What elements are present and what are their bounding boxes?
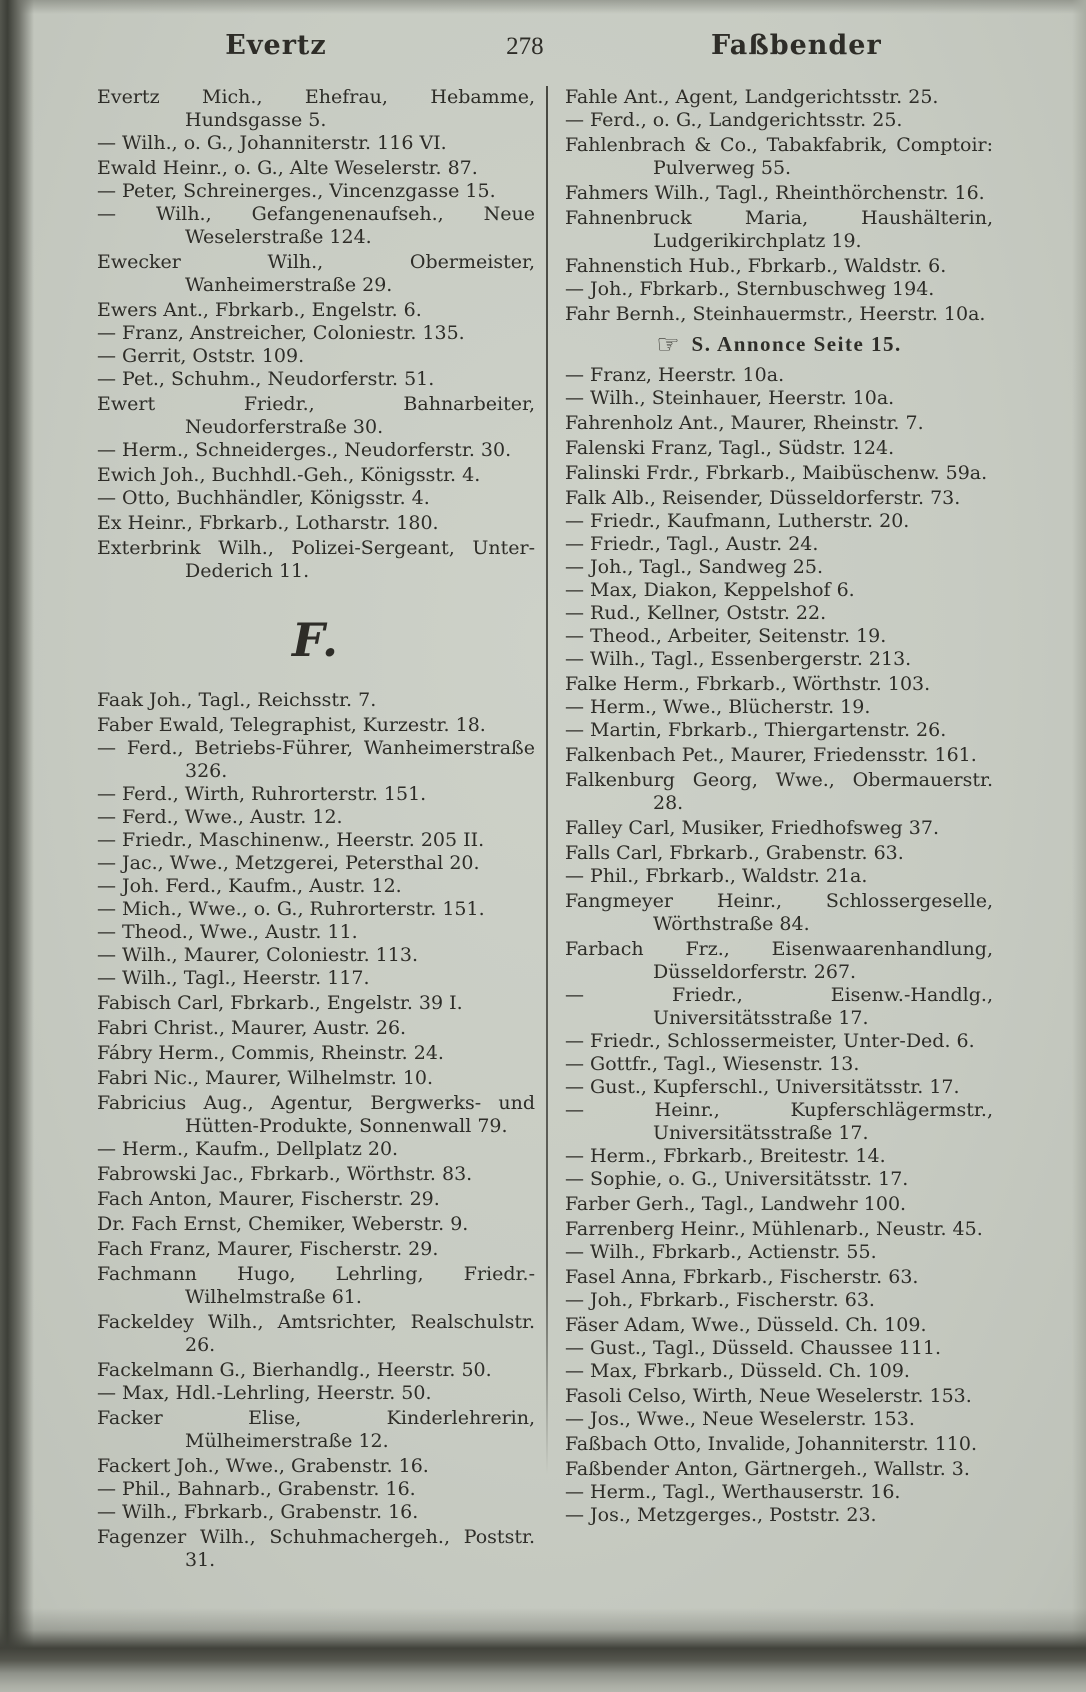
directory-entry: — Wilh., Tagl., Heerstr. 117.	[97, 967, 370, 989]
directory-entry: — Herm., Fbrkarb., Breitestr. 14.	[565, 1145, 886, 1167]
directory-entry: Falkenbach Pet., Maurer, Friedensstr. 161.	[565, 744, 977, 766]
directory-entry: — Joh., Fbrkarb., Fischerstr. 63.	[565, 1289, 875, 1311]
directory-entry: — Ferd., o. G., Landgerichtsstr. 25.	[565, 109, 903, 131]
directory-entry: Farber Gerh., Tagl., Landwehr 100.	[565, 1193, 907, 1215]
directory-entry: Fahle Ant., Agent, Landgerichtsstr. 25.	[565, 86, 939, 108]
page-left-edge-shadow	[0, 0, 34, 1692]
column-divider-rule	[546, 86, 548, 1474]
directory-entry: — Wilh., Maurer, Coloniestr. 113.	[97, 944, 418, 966]
directory-entry: Evertz Mich., Ehefrau, Hebamme, Hundsgasse 5.	[97, 86, 535, 131]
directory-entry: — Wilh., Fbrkarb., Grabenstr. 16.	[97, 1501, 419, 1523]
directory-entry: Fahmers Wilh., Tagl., Rheinthörchenstr. 16.	[565, 182, 985, 204]
directory-entry: — Gerrit, Oststr. 109.	[97, 345, 305, 367]
directory-entry: Fasel Anna, Fbrkarb., Fischerstr. 63.	[565, 1266, 919, 1288]
directory-entry: Fahrenholz Ant., Maurer, Rheinstr. 7.	[565, 412, 924, 434]
page-bottom-edge-shadow	[0, 1608, 1086, 1692]
directory-entry: Dr. Fach Ernst, Chemiker, Weberstr. 9.	[97, 1213, 469, 1235]
directory-entry: — Wilh., o. G., Johanniterstr. 116 VI.	[97, 132, 447, 154]
directory-entry: Fachmann Hugo, Lehrling, Friedr.-Wilhelmstraße 61.	[97, 1263, 535, 1308]
directory-entry: — Friedr., Tagl., Austr. 24.	[565, 533, 819, 555]
directory-entry: — Heinr., Kupferschlägermstr., Universitätsstraße 17.	[565, 1099, 993, 1144]
directory-entry: Falke Herm., Fbrkarb., Wörthstr. 103.	[565, 673, 931, 695]
directory-entry: — Theod., Wwe., Austr. 11.	[97, 921, 358, 943]
directory-entry: Fahnenbruck Maria, Haushälterin, Ludgerikirchplatz 19.	[565, 207, 993, 252]
directory-entry: Fabisch Carl, Fbrkarb., Engelstr. 39 I.	[97, 992, 463, 1014]
directory-entry: — Mich., Wwe., o. G., Ruhrorterstr. 151.	[97, 898, 485, 920]
manicule-icon: ☞	[656, 330, 680, 360]
directory-entry: Ewers Ant., Fbrkarb., Engelstr. 6.	[97, 299, 422, 321]
directory-entry: — Otto, Buchhändler, Königsstr. 4.	[97, 487, 430, 509]
directory-entry: Faak Joh., Tagl., Reichsstr. 7.	[97, 689, 377, 711]
directory-entry: Fach Anton, Maurer, Fischerstr. 29.	[97, 1188, 440, 1210]
directory-entry: Fangmeyer Heinr., Schlossergeselle, Wörthstraße 84.	[565, 890, 993, 935]
directory-entry: Ewich Joh., Buchhdl.-Geh., Königsstr. 4.	[97, 464, 481, 486]
directory-entry: — Ferd., Betriebs-Führer, Wanheimerstraße 326.	[97, 737, 535, 782]
directory-entry: Fahr Bernh., Steinhauermstr., Heerstr. 10a.	[565, 303, 986, 325]
directory-entry: — Jac., Wwe., Metzgerei, Petersthal 20.	[97, 852, 480, 874]
directory-entry: Fabri Nic., Maurer, Wilhelmstr. 10.	[97, 1067, 434, 1089]
directory-entry: Fabricius Aug., Agentur, Bergwerks- und Hütten-Produkte, Sonnenwall 79.	[97, 1092, 535, 1137]
directory-entry: Fackeldey Wilh., Amtsrichter, Realschulstr. 26.	[97, 1311, 535, 1356]
directory-entry: Falls Carl, Fbrkarb., Grabenstr. 63.	[565, 842, 904, 864]
directory-entry: — Franz, Anstreicher, Coloniestr. 135.	[97, 322, 465, 344]
directory-entry: — Joh., Fbrkarb., Sternbuschweg 194.	[565, 278, 935, 300]
directory-entry: — Joh. Ferd., Kaufm., Austr. 12.	[97, 875, 402, 897]
directory-entry: Fackelmann G., Bierhandlg., Heerstr. 50.	[97, 1359, 492, 1381]
directory-entry: — Herm., Schneiderges., Neudorferstr. 30.	[97, 439, 512, 461]
directory-entry: Exterbrink Wilh., Polizei-Sergeant, Unter-Dederich 11.	[97, 537, 535, 582]
directory-entry: — Max, Diakon, Keppelshof 6.	[565, 579, 855, 601]
directory-entry: Fach Franz, Maurer, Fischerstr. 29.	[97, 1238, 439, 1260]
directory-entry: — Theod., Arbeiter, Seitenstr. 19.	[565, 625, 887, 647]
directory-entry: Farrenberg Heinr., Mühlenarb., Neustr. 45.	[565, 1218, 983, 1240]
page-header	[95, 30, 1000, 61]
directory-entry: Faßbender Anton, Gärtnergeh., Wallstr. 3.	[565, 1458, 970, 1480]
directory-entry: Farbach Frz., Eisenwaarenhandlung, Düsseldorferstr. 267.	[565, 938, 993, 983]
directory-entry: Fábry Herm., Commis, Rheinstr. 24.	[97, 1042, 444, 1064]
directory-entry: Ewald Heinr., o. G., Alte Weselerstr. 87.	[97, 157, 478, 179]
directory-entry: — Franz, Heerstr. 10a.	[565, 364, 785, 386]
directory-entry: — Rud., Kellner, Oststr. 22.	[565, 602, 827, 624]
directory-entry: — Martin, Fbrkarb., Thiergartenstr. 26.	[565, 719, 947, 741]
directory-entry: Falk Alb., Reisender, Düsseldorferstr. 73.	[565, 487, 961, 509]
directory-entry: Fagenzer Wilh., Schuhmachergeh., Poststr. 31.	[97, 1526, 535, 1571]
directory-entry: Falkenburg Georg, Wwe., Obermauerstr. 28.	[565, 769, 993, 814]
page-number: 278	[506, 33, 544, 60]
directory-entry: Fäser Adam, Wwe., Düsseld. Ch. 109.	[565, 1314, 927, 1336]
directory-entry: Fahnenstich Hub., Fbrkarb., Waldstr. 6.	[565, 255, 947, 277]
header-left-title: Evertz	[225, 30, 327, 61]
directory-entry: Ewecker Wilh., Obermeister, Wanheimerstraße 29.	[97, 251, 535, 296]
directory-entry: — Friedr., Maschinenw., Heerstr. 205 II.	[97, 829, 485, 851]
annonce-text: S. Annonce Seite 15.	[691, 332, 902, 356]
directory-entry: — Herm., Kaufm., Dellplatz 20.	[97, 1138, 399, 1160]
directory-entry: Facker Elise, Kinderlehrerin, Mülheimerstraße 12.	[97, 1407, 535, 1452]
directory-entry: Faßbach Otto, Invalide, Johanniterstr. 110.	[565, 1433, 978, 1455]
left-column	[97, 84, 535, 1572]
directory-entry: — Wilh., Tagl., Essenbergerstr. 213.	[565, 648, 912, 670]
directory-entry: — Max, Fbrkarb., Düsseld. Ch. 109.	[565, 1360, 910, 1382]
right-column	[565, 84, 993, 1527]
page-right-edge-shadow	[1072, 0, 1086, 1692]
directory-entry: Fackert Joh., Wwe., Grabenstr. 16.	[97, 1455, 429, 1477]
directory-entry: — Gust., Tagl., Düsseld. Chaussee 111.	[565, 1337, 942, 1359]
directory-entry: — Gust., Kupferschl., Universitätsstr. 17.	[565, 1076, 960, 1098]
directory-entry: — Jos., Wwe., Neue Weselerstr. 153.	[565, 1408, 915, 1430]
directory-entry: — Friedr., Kaufmann, Lutherstr. 20.	[565, 510, 910, 532]
directory-entry: Falley Carl, Musiker, Friedhofsweg 37.	[565, 817, 939, 839]
directory-entry: Fabrowski Jac., Fbrkarb., Wörthstr. 83.	[97, 1163, 473, 1185]
directory-entry: — Wilh., Gefangenenaufseh., Neue Weselerstraße 124.	[97, 203, 535, 248]
directory-entry: Falenski Franz, Tagl., Südstr. 124.	[565, 437, 895, 459]
directory-entry: — Wilh., Steinhauer, Heerstr. 10a.	[565, 387, 895, 409]
section-heading: F.	[291, 613, 341, 667]
directory-entry: — Max, Hdl.-Lehrling, Heerstr. 50.	[97, 1382, 432, 1404]
directory-entry: — Herm., Tagl., Werthauserstr. 16.	[565, 1481, 901, 1503]
directory-entry: — Phil., Fbrkarb., Waldstr. 21a.	[565, 865, 868, 887]
directory-entry: Falinski Frdr., Fbrkarb., Maibüschenw. 59a.	[565, 462, 988, 484]
directory-entry: Ex Heinr., Fbrkarb., Lotharstr. 180.	[97, 512, 439, 534]
directory-entry: — Joh., Tagl., Sandweg 25.	[565, 556, 824, 578]
directory-entry: — Friedr., Schlossermeister, Unter-Ded. 6.	[565, 1030, 975, 1052]
directory-entry: — Ferd., Wwe., Austr. 12.	[97, 806, 343, 828]
directory-entry: Faber Ewald, Telegraphist, Kurzestr. 18.	[97, 714, 486, 736]
directory-entry: — Herm., Wwe., Blücherstr. 19.	[565, 696, 871, 718]
directory-entry: — Gottfr., Tagl., Wiesenstr. 13.	[565, 1053, 860, 1075]
header-right-title: Faßbender	[711, 30, 882, 61]
directory-entry: — Wilh., Fbrkarb., Actienstr. 55.	[565, 1241, 877, 1263]
directory-entry: — Ferd., Wirth, Ruhrorterstr. 151.	[97, 783, 427, 805]
directory-entry: — Phil., Bahnarb., Grabenstr. 16.	[97, 1478, 416, 1500]
directory-entry: — Sophie, o. G., Universitätsstr. 17.	[565, 1168, 909, 1190]
page-top-edge-shadow	[0, 0, 1086, 14]
directory-entry: — Pet., Schuhm., Neudorferstr. 51.	[97, 368, 435, 390]
directory-entry: Fahlenbrach & Co., Tabakfabrik, Comptoir: Pulverweg 55.	[565, 134, 993, 179]
directory-entry: Fabri Christ., Maurer, Austr. 26.	[97, 1017, 407, 1039]
directory-entry: Fasoli Celso, Wirth, Neue Weselerstr. 153.	[565, 1385, 972, 1407]
directory-entry: — Friedr., Eisenw.-Handlg., Universitätsstraße 17.	[565, 984, 993, 1029]
directory-entry: Ewert Friedr., Bahnarbeiter, Neudorferstraße 30.	[97, 393, 535, 438]
annonce-note	[565, 330, 993, 360]
directory-entry: — Jos., Metzgerges., Poststr. 23.	[565, 1504, 877, 1526]
directory-entry: — Peter, Schreinerges., Vincenzgasse 15.	[97, 180, 496, 202]
